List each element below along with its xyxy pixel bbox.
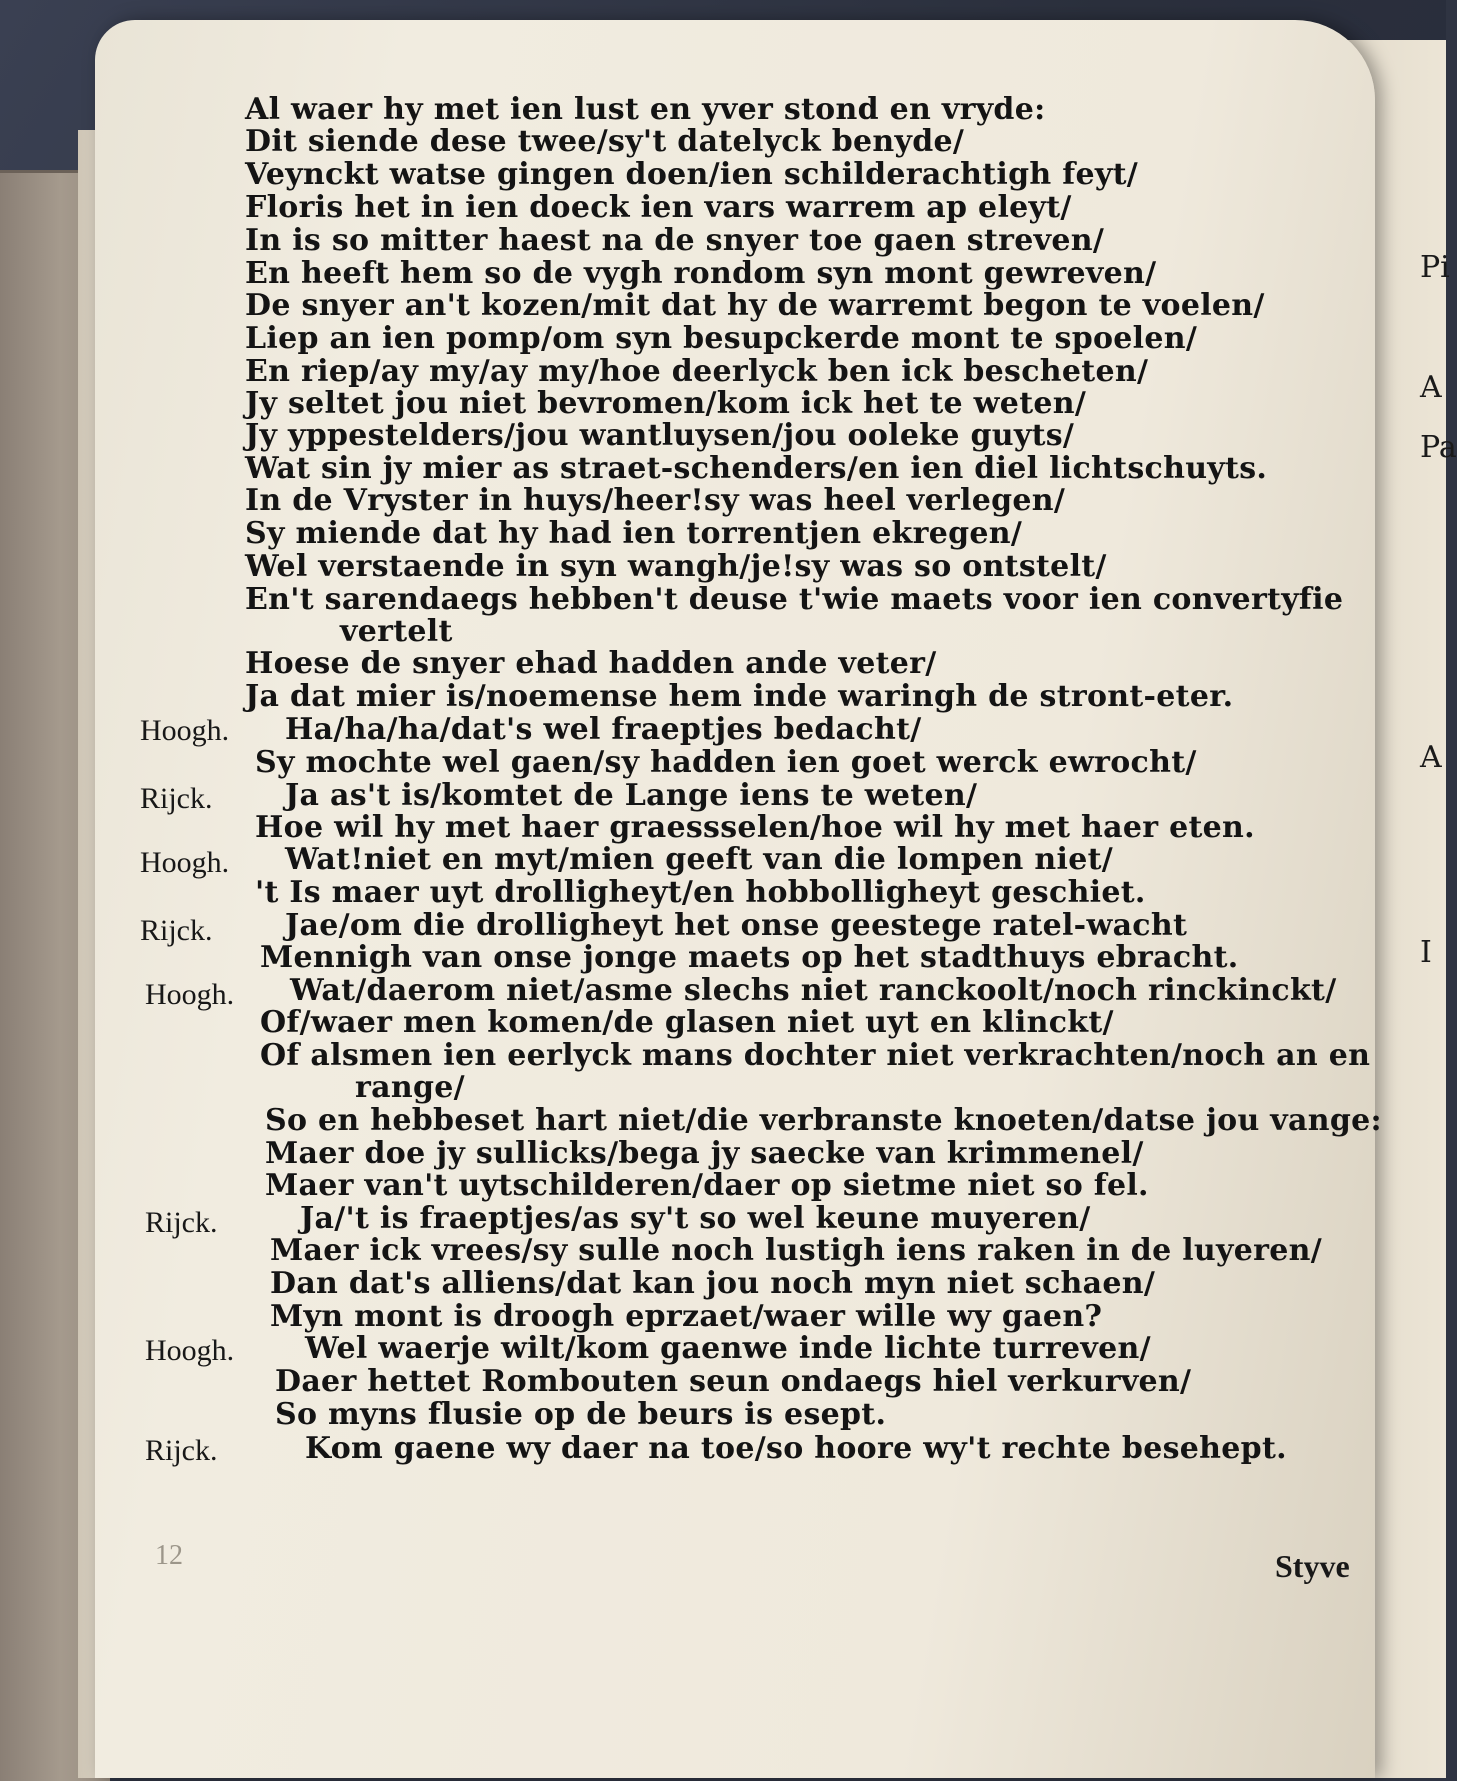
verse-line: In is so mitter haest na de snyer toe gaen streven/ [245,223,1105,258]
speaker-label: Hoogh. [140,846,230,879]
verse-line-continuation: vertelt [340,614,453,649]
verse-line: Jy seltet jou niet bevromen/kom ick het te weten/ [245,386,1087,421]
verse-line: So myns flusie op de beurs is esept. [275,1397,887,1432]
verse-line: Hoe wil hy met haer graessselen/hoe wil hy met haer eten. [255,810,1255,845]
verse-line: Wel verstaende in syn wangh/je!sy was so ontstelt/ [245,549,1107,584]
verse-line: Daer hettet Rombouten seun ondaegs hiel verkurven/ [275,1364,1192,1399]
verse-line: En heeft hem so de vygh rondom syn mont gewreven/ [245,256,1157,291]
book-page [95,20,1382,1778]
verse-line: Dit siende dese twee/sy't datelyck benyde/ [245,124,965,159]
verse-line: Of/waer men komen/de glasen niet uyt en klinckt/ [260,1005,1114,1040]
verse-line: So en hebbeset hart niet/die verbranste knoeten/datse jou vange: [265,1103,1382,1138]
facing-page-text: A [1420,740,1442,775]
page-number: 12 [155,1540,183,1571]
speaker-label: Rijck. [140,914,213,947]
facing-page-text: Pi [1420,250,1450,285]
verse-line: Hoese de snyer ehad hadden ande veter/ [245,646,937,681]
verse-line: Sy miende dat hy had ien torrentjen ekregen/ [245,516,1023,551]
verse-line: Veynckt watse gingen doen/ien schilderachtigh feyt/ [245,157,1139,192]
verse-line: Wel waerje wilt/kom gaenwe inde lichte turreven/ [305,1331,1151,1366]
verse-line: Dan dat's alliens/dat kan jou noch myn niet schaen/ [270,1266,1156,1301]
speaker-label: Rijck. [145,1434,218,1467]
verse-line: Ja dat mier is/noemense hem inde waringh de stront-eter. [245,679,1234,714]
speaker-label: Rijck. [145,1206,218,1239]
verse-line: Of alsmen ien eerlyck mans dochter niet verkrachten/noch an en [260,1038,1371,1073]
verse-line: Wat/daerom niet/asme slechs niet ranckoolt/noch rinckinckt/ [290,973,1337,1008]
verse-line: 't Is maer uyt drolligheyt/en hobbolligheyt geschiet. [255,875,1146,910]
page-text-block [95,20,1382,1778]
speaker-label: Rijck. [140,782,213,815]
verse-line: Wat!niet en myt/mien geeft van die lompen niet/ [285,842,1114,877]
facing-page-text: Pa [1420,430,1457,465]
catchword: Styve [1275,1548,1350,1584]
verse-line: Al waer hy met ien lust en yver stond en vryde: [245,92,1046,127]
verse-line: Ha/ha/ha/dat's wel fraeptjes bedacht/ [285,712,922,747]
verse-line: Mennigh van onse jonge maets op het stadthuys ebracht. [260,940,1239,975]
verse-line: Floris het in ien doeck ien vars warrem ap eleyt/ [245,190,1072,225]
verse-line: Jae/om die drolligheyt het onse geestege ratel-wacht [285,908,1188,943]
speaker-label: Hoogh. [140,714,230,747]
verse-line: Sy mochte wel gaen/sy hadden ien goet werck ewrocht/ [255,745,1197,780]
verse-line: Myn mont is droogh eprzaet/waer wille wy gaen? [270,1299,1103,1334]
verse-line: De snyer an't kozen/mit dat hy de warremt begon te voelen/ [245,288,1265,323]
verse-line: En't sarendaegs hebben't deuse t'wie maets voor ien convertyfie [245,582,1344,617]
verse-line: Kom gaene wy daer na toe/so hoore wy't rechte besehept. [305,1431,1287,1466]
verse-line: Ja/'t is fraeptjes/as sy't so wel keune muyeren/ [300,1201,1091,1236]
speaker-label: Hoogh. [145,1334,235,1367]
verse-line: En riep/ay my/ay my/hoe deerlyck ben ick bescheten/ [245,354,1149,389]
verse-line-continuation: range/ [355,1070,465,1105]
facing-page-text: I [1420,935,1432,970]
verse-line: In de Vryster in huys/heer!sy was heel verlegen/ [245,483,1066,518]
verse-line: Liep an ien pomp/om syn besupckerde mont te spoelen/ [245,321,1198,356]
verse-line: Jy yppestelders/jou wantluysen/jou ooleke guyts/ [245,418,1075,453]
verse-line: Maer ick vrees/sy sulle noch lustigh iens raken in de luyeren/ [270,1233,1323,1268]
speaker-label: Hoogh. [145,978,235,1011]
verse-line: Wat sin jy mier as straet-schenders/en ien diel lichtschuyts. [245,451,1268,486]
verse-line: Maer van't uytschilderen/daer op sietme niet so fel. [265,1168,1149,1203]
facing-page-text: A [1420,370,1442,405]
verse-line: Maer doe jy sullicks/bega jy saecke van krimmenel/ [265,1136,1144,1171]
verse-line: Ja as't is/komtet de Lange iens te weten/ [285,778,978,813]
